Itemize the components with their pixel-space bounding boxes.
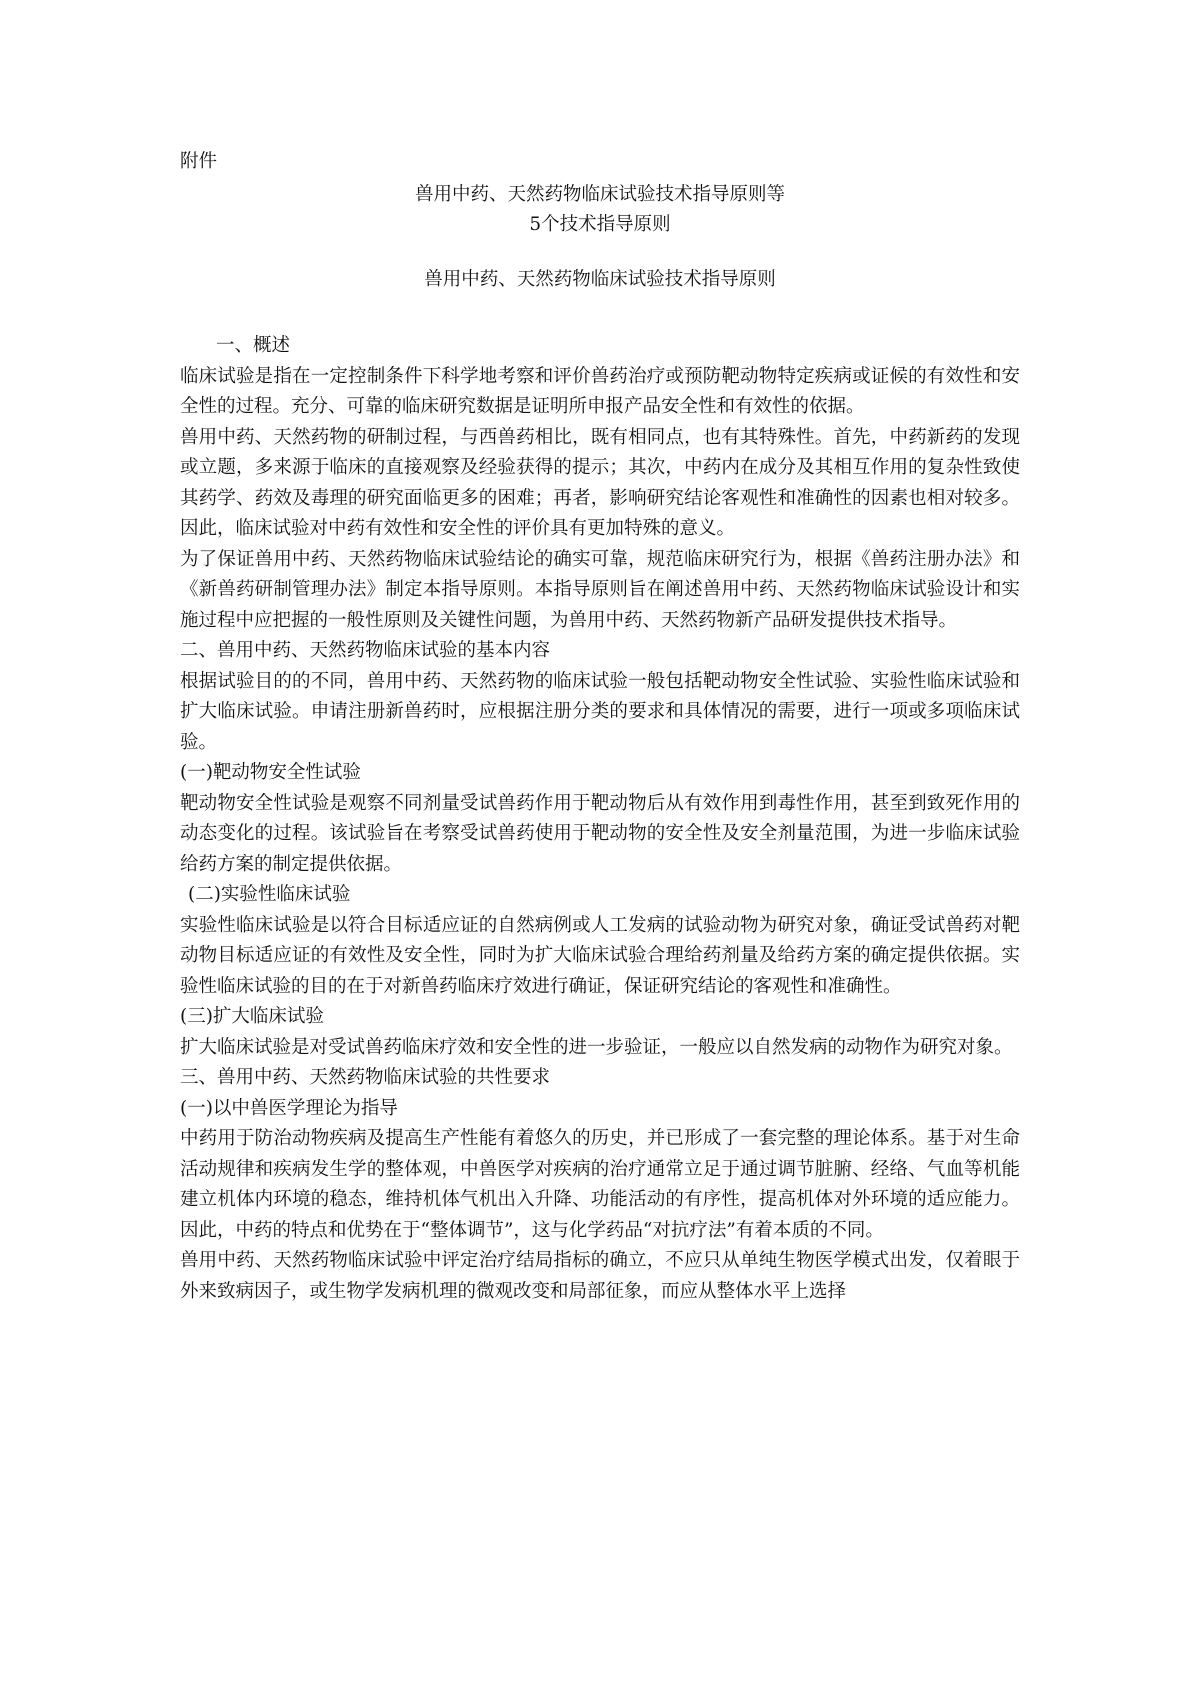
section-3-heading: 三、兽用中药、天然药物临床试验的共性要求 xyxy=(180,1067,551,1088)
section-2-paragraph-1: 根据试验目的的不同，兽用中药、天然药物的临床试验一般包括靶动物安全性试验、实验性临床试验和扩大临床试验。申请注册新兽药时，应根据注册分类的要求和具体情况的需要，进行一项或多项临床试验。 xyxy=(180,670,1020,753)
document-subtitle: 兽用中药、天然药物临床试验技术指导原则 xyxy=(424,268,776,290)
section-3-subheading-1: (一)以中兽医学理论为指导 xyxy=(180,1097,398,1119)
annex-label: 附件 xyxy=(180,151,218,172)
title-line-2: 5个技术指导原则 xyxy=(529,214,671,235)
document-title xyxy=(180,180,1020,241)
section-2-subheading-2: (二)实验性临床试验 xyxy=(188,884,351,905)
section-1-paragraph-3: 为了保证兽用中药、天然药物临床试验结论的确实可靠，规范临床研究行为，根据《兽药注册办法》和《新兽药研制管理办法》制定本指导原则。本指导原则旨在阐述兽用中药、天然药物临床试验设计和实施过程中应把握的一般性原则及关键性问题，为兽用中药、天然药物新产品研发提供技术指导。 xyxy=(180,548,1020,631)
section-2-sub-3-paragraph: 扩大临床试验是对受试兽药临床疗效和安全性的进一步验证，一般应以自然发病的动物作为研究对象。 xyxy=(180,1036,1013,1058)
section-2-subheading-3: (三)扩大临床试验 xyxy=(180,1006,324,1027)
document-body xyxy=(180,147,1020,1307)
section-2-subheading-1: (一)靶动物安全性试验 xyxy=(180,762,361,783)
section-2-sub-2-paragraph: 实验性临床试验是以符合目标适应证的自然病例或人工发病的试验动物为研究对象，确证受试兽药对靶动物目标适应证的有效性及安全性，同时为扩大临床试验合理给药剂量及给药方案的确定提供依据。实验性临床试验的目的在于对新兽药临床疗效进行确证，保证研究结论的客观性和准确性。 xyxy=(180,914,1020,997)
title-line-1: 兽用中药、天然药物临床试验技术指导原则等 xyxy=(414,183,785,205)
section-2-sub-1-paragraph: 靶动物安全性试验是观察不同剂量受试兽药作用于靶动物后从有效作用到毒性作用，甚至到致死作用的动态变化的过程。该试验旨在考察受试兽药使用于靶动物的安全性及安全剂量范围，为进一步临床试验给药方案的制定提供依据。 xyxy=(180,792,1020,875)
section-3-sub-1-paragraph-2: 兽用中药、天然药物临床试验中评定治疗结局指标的确立，不应只从单纯生物医学模式出发，仅着眼于外来致病因子，或生物学发病机理的微观改变和局部征象，而应从整体水平上选择 xyxy=(180,1250,1020,1302)
section-1-paragraph-1: 临床试验是指在一定控制条件下科学地考察和评价兽药治疗或预防靶动物特定疾病或证候的有效性和安全性的过程。充分、可靠的临床研究数据是证明所申报产品安全性和有效性的依据。 xyxy=(180,365,1020,417)
section-3-sub-1-paragraph-1: 中药用于防治动物疾病及提高生产性能有着悠久的历史，并已形成了一套完整的理论体系。基于对生命活动规律和疾病发生学的整体观，中兽医学对疾病的治疗通常立足于通过调节脏腑、经络、气血等机能建立机体内环境的稳态，维持机体气机出入升降、功能活动的有序性，提高机体对外环境的适应能力。因此，中药的特点和优势在于“整体调节”，这与化学药品“对抗疗法”有着本质的不同。 xyxy=(180,1128,1020,1241)
section-1-paragraph-2: 兽用中药、天然药物的研制过程，与西兽药相比，既有相同点，也有其特殊性。首先，中药新药的发现或立题，多来源于临床的直接观察及经验获得的提示；其次，中药内在成分及其相互作用的复杂性致使其药学、药效及毒理的研究面临更多的困难；再者，影响研究结论客观性和准确性的因素也相对较多。因此，临床试验对中药有效性和安全性的评价具有更加特殊的意义。 xyxy=(180,426,1020,539)
section-1-heading: 一、概述 xyxy=(216,335,291,356)
section-2-heading: 二、兽用中药、天然药物临床试验的基本内容 xyxy=(180,640,551,661)
